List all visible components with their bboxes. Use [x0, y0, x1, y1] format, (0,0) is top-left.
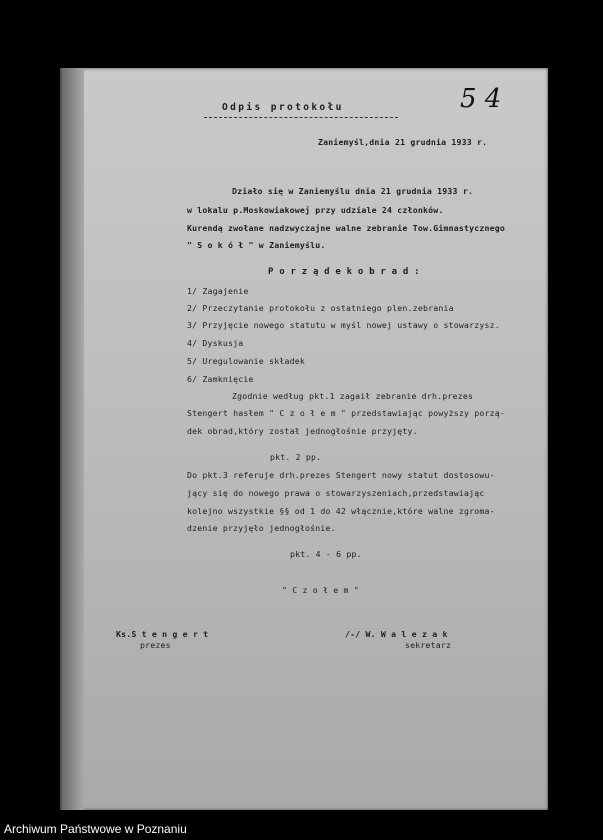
pkt-2-heading: pkt. 2 pp.	[270, 452, 322, 462]
signature-right-role: sekretarz	[405, 640, 452, 650]
handwritten-page-number: 5 4	[460, 84, 502, 114]
paragraph-1-line-2: Stengert hasłem " C z o ł e m " przedstawiając powyższy porzą-	[187, 408, 506, 418]
place-date: Zaniemyśl,dnia 21 grudnia 1933 r.	[318, 137, 488, 147]
agenda-item: 6/ Zamknięcie	[187, 374, 254, 384]
intro-line-3: Kurendą zwołane nadzwyczajne walne zebranie Tow.Gimnastycznego	[187, 223, 506, 233]
agenda-item: 3/ Przyjęcie nowego statutu w myśl nowej ustawy o stowarzysz.	[187, 320, 500, 330]
paragraph-1-line-1: Zgodnie według pkt.1 zagaił zebranie drh.prezes	[232, 391, 474, 401]
archive-name: Archiwum Państwowe w Poznaniu	[4, 822, 187, 836]
paragraph-2-line-4: dzenie przyjęło jednogłośnie.	[187, 523, 336, 533]
document-title: Odpis protokołu	[222, 102, 344, 113]
agenda-item: 5/ Uregulowanie składek	[187, 356, 305, 366]
pkt-4-6-heading: pkt. 4 - 6 pp.	[290, 549, 362, 559]
paragraph-2-line-2: jący się do nowego prawa o stowarzyszeniach,przedstawiając	[187, 488, 485, 498]
intro-line-4: " S o k ó ł " w Zaniemyślu.	[187, 240, 326, 250]
agenda-item: 4/ Dyskusja	[187, 338, 244, 348]
archive-footer	[0, 818, 603, 840]
document-page	[60, 68, 548, 810]
signature-left-name: Ks.S t e n g e r t	[116, 629, 209, 639]
signature-right-name: /-/ W. W a l e z a k	[345, 629, 448, 639]
closing-greeting: " C z o ł e m "	[282, 585, 359, 595]
intro-line-1: Działo się w Zaniemyślu dnia 21 grudnia 1933 r.	[232, 186, 474, 196]
paragraph-2-line-3: kolejno wszystkie §§ od 1 do 42 włącznie,które walne zgroma-	[187, 506, 495, 516]
agenda-heading: P o r z ą d e k o b r a d :	[268, 267, 420, 277]
paragraph-2-line-1: Do pkt.3 referuje drh.prezes Stengert nowy statut dostosowu-	[187, 470, 495, 480]
agenda-item: 2/ Przeczytanie protokołu z ostatniego plen.zebrania	[187, 303, 454, 313]
paragraph-1-line-3: dek obrad,który został jednogłośnie przyjęty.	[187, 426, 418, 436]
signature-left-role: prezes	[140, 640, 171, 650]
title-underline	[204, 117, 398, 118]
page-edge-shadow	[62, 68, 84, 810]
agenda-item: 1/ Zagajenie	[187, 286, 249, 296]
intro-line-2: w lokalu p.Moskowiakowej przy udziale 24 członków.	[187, 205, 444, 215]
